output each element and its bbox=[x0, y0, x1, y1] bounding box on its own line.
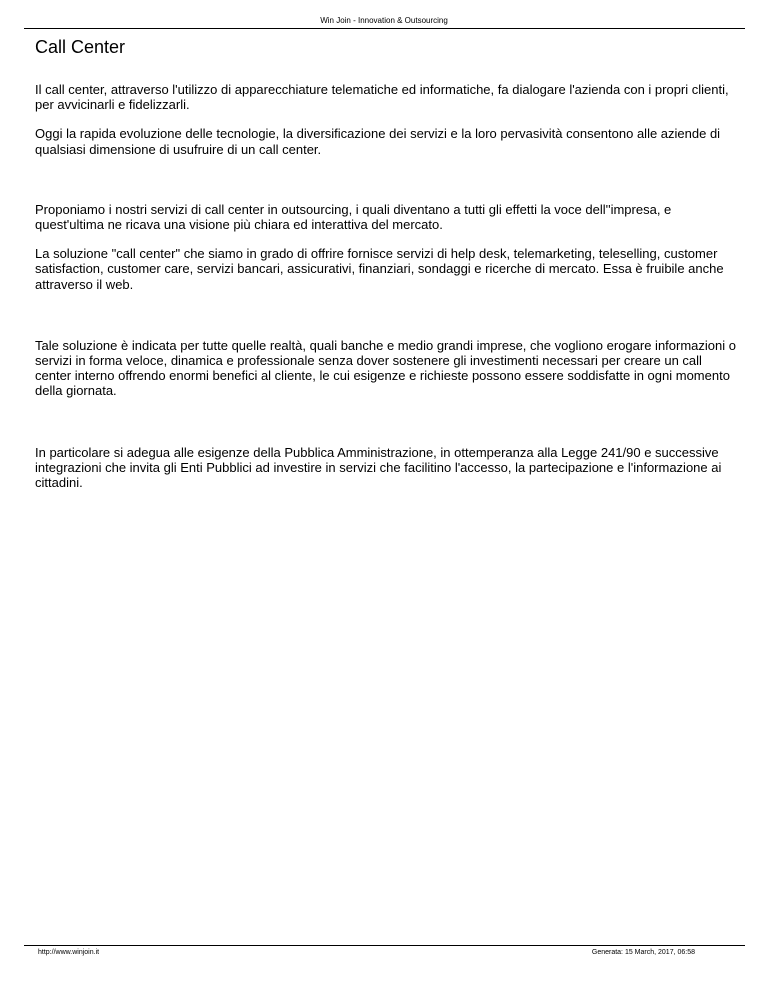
paragraph-1: Il call center, attraverso l'utilizzo di apparecchiature telematiche ed informatiche, fa dialogare l'azienda con i propri clienti, per avvicinarli e fidelizzarli. bbox=[35, 82, 729, 113]
footer-generated-timestamp: Generata: 15 March, 2017, 06:58 bbox=[591, 949, 695, 956]
paragraph-5: Tale soluzione è indicata per tutte quelle realtà, quali banche e medio grandi imprese, che vogliono erogare informazioni o servizi in forma veloce, dinamica e professionale senza dover sostenere gli investimenti necessari per creare un call center interno offrendo enormi benefici al cliente, le cui esigenze e richieste possono essere soddisfatte in ogni momento della giornata. bbox=[35, 337, 736, 399]
paragraph-6: In particolare si adegua alle esigenze della Pubblica Amministrazione, in ottemperanza alla Legge 241/90 e successive integrazioni che invita gli Enti Pubblici ad investire in servizi che facilitino l'accesso, la partecipazione e l'informazione ai cittadini. bbox=[35, 444, 722, 491]
footer-url-link[interactable]: http://www.winjoin.it bbox=[38, 949, 100, 956]
paragraph-3: Proponiamo i nostri servizi di call center in outsourcing, i quali diventano a tutti gli effetti la voce dell''impresa, e quest'ultima ne ricava una visione più chiara ed interattiva del mercato. bbox=[35, 201, 672, 233]
article-body bbox=[35, 82, 740, 490]
page-title: Call Center bbox=[35, 37, 126, 57]
paragraph-4: La soluzione "call center" che siamo in grado di offrire fornisce servizi di help desk, telemarketing, teleselling, customer satisfaction, customer care, servizi bancari, assicurativi, finanziari, sondaggi e ricerche di mercato. Essa è fruibile anche attraverso il web. bbox=[35, 246, 724, 292]
header-divider bbox=[24, 28, 745, 29]
footer-divider bbox=[24, 945, 745, 946]
page-header-title: Win Join - Innovation & Outsourcing bbox=[320, 16, 448, 25]
paragraph-2: Oggi la rapida evoluzione delle tecnologie, la diversificazione dei servizi e la loro pervasività consentono alle aziende di qualsiasi dimensione di usufruire di un call center. bbox=[35, 126, 721, 157]
